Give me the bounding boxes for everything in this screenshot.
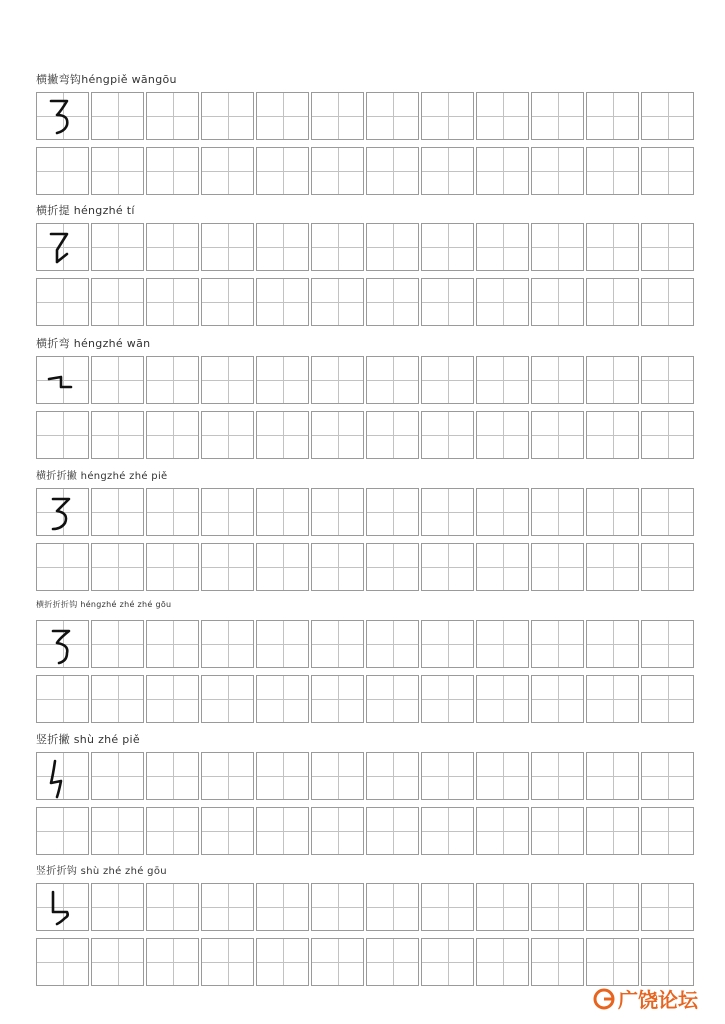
practice-cell[interactable] — [476, 356, 529, 404]
practice-cell[interactable] — [201, 92, 254, 140]
practice-cell[interactable] — [146, 488, 199, 536]
svg-text:广饶论坛: 广饶论坛 — [618, 988, 698, 1012]
practice-cell[interactable] — [256, 752, 309, 800]
stroke-label: 横折折折钩 héngzhé zhé zhé gōu — [36, 600, 172, 609]
practice-cell[interactable] — [366, 883, 419, 931]
practice-cell[interactable] — [256, 675, 309, 723]
practice-cell[interactable] — [311, 147, 364, 195]
practice-cell[interactable] — [201, 223, 254, 271]
practice-cell[interactable] — [531, 543, 584, 591]
practice-cell[interactable] — [91, 278, 144, 326]
practice-cell[interactable] — [311, 92, 364, 140]
practice-cell[interactable] — [36, 278, 89, 326]
practice-cell[interactable] — [641, 278, 694, 326]
practice-cell[interactable] — [366, 675, 419, 723]
practice-cell[interactable] — [91, 620, 144, 668]
practice-cell[interactable] — [311, 356, 364, 404]
practice-cell[interactable] — [641, 356, 694, 404]
practice-cell[interactable] — [36, 488, 89, 536]
practice-cell[interactable] — [366, 411, 419, 459]
practice-cell[interactable] — [586, 675, 639, 723]
practice-cell[interactable] — [311, 223, 364, 271]
practice-cell[interactable] — [146, 147, 199, 195]
practice-cell[interactable] — [201, 675, 254, 723]
practice-cell[interactable] — [91, 752, 144, 800]
practice-cell[interactable] — [586, 543, 639, 591]
practice-cell[interactable] — [476, 223, 529, 271]
practice-cell[interactable] — [146, 411, 199, 459]
stroke-example-glyph — [37, 884, 90, 932]
practice-cell[interactable] — [476, 543, 529, 591]
practice-cell[interactable] — [421, 278, 474, 326]
practice-cell[interactable] — [476, 147, 529, 195]
stroke-example-glyph — [37, 753, 90, 801]
stroke-example-glyph — [37, 489, 90, 537]
practice-cell[interactable] — [421, 883, 474, 931]
practice-cell[interactable] — [586, 883, 639, 931]
practice-cell[interactable] — [256, 807, 309, 855]
practice-cell[interactable] — [421, 223, 474, 271]
practice-cell[interactable] — [586, 488, 639, 536]
practice-cell[interactable] — [256, 147, 309, 195]
practice-cell[interactable] — [36, 675, 89, 723]
practice-row — [36, 411, 694, 461]
practice-cell[interactable] — [36, 807, 89, 855]
practice-cell[interactable] — [201, 543, 254, 591]
practice-cell[interactable] — [476, 807, 529, 855]
practice-cell[interactable] — [146, 883, 199, 931]
practice-cell[interactable] — [421, 938, 474, 986]
practice-cell[interactable] — [91, 675, 144, 723]
stroke-label: 竖折折钩 shù zhé zhé gōu — [36, 866, 167, 877]
practice-cell[interactable] — [586, 278, 639, 326]
practice-cell[interactable] — [146, 543, 199, 591]
practice-cell[interactable] — [256, 411, 309, 459]
site-logo — [592, 984, 720, 1014]
practice-row — [36, 223, 694, 273]
practice-cell[interactable] — [641, 883, 694, 931]
practice-cell[interactable] — [91, 488, 144, 536]
practice-cell[interactable] — [476, 620, 529, 668]
practice-cell[interactable] — [201, 938, 254, 986]
practice-row — [36, 543, 694, 593]
practice-cell[interactable] — [421, 543, 474, 591]
practice-cell[interactable] — [531, 356, 584, 404]
practice-cell[interactable] — [421, 620, 474, 668]
practice-cell[interactable] — [641, 92, 694, 140]
practice-cell[interactable] — [421, 752, 474, 800]
practice-cell[interactable] — [531, 620, 584, 668]
practice-row — [36, 147, 694, 197]
practice-cell[interactable] — [311, 675, 364, 723]
practice-cell[interactable] — [311, 938, 364, 986]
practice-cell[interactable] — [366, 92, 419, 140]
practice-cell[interactable] — [586, 620, 639, 668]
practice-row — [36, 675, 694, 725]
practice-cell[interactable] — [311, 488, 364, 536]
practice-cell[interactable] — [91, 543, 144, 591]
practice-cell[interactable] — [311, 411, 364, 459]
practice-row — [36, 488, 694, 538]
practice-cell[interactable] — [146, 938, 199, 986]
practice-cell[interactable] — [476, 752, 529, 800]
practice-row — [36, 938, 694, 988]
practice-cell[interactable] — [421, 675, 474, 723]
practice-cell[interactable] — [531, 883, 584, 931]
practice-cell[interactable] — [256, 543, 309, 591]
practice-cell[interactable] — [146, 807, 199, 855]
practice-cell[interactable] — [531, 938, 584, 986]
practice-cell[interactable] — [531, 807, 584, 855]
practice-cell[interactable] — [256, 883, 309, 931]
practice-cell[interactable] — [421, 411, 474, 459]
practice-row — [36, 752, 694, 802]
practice-cell[interactable] — [476, 883, 529, 931]
practice-cell[interactable] — [91, 883, 144, 931]
practice-cell[interactable] — [421, 356, 474, 404]
practice-cell[interactable] — [311, 620, 364, 668]
practice-cell[interactable] — [641, 488, 694, 536]
practice-cell[interactable] — [36, 147, 89, 195]
practice-cell[interactable] — [421, 488, 474, 536]
practice-cell[interactable] — [256, 356, 309, 404]
practice-cell[interactable] — [36, 223, 89, 271]
stroke-label: 横撇弯钩héngpiě wāngōu — [36, 73, 177, 86]
practice-cell[interactable] — [641, 223, 694, 271]
practice-cell[interactable] — [311, 807, 364, 855]
practice-cell[interactable] — [531, 752, 584, 800]
practice-cell[interactable] — [641, 675, 694, 723]
practice-cell[interactable] — [91, 223, 144, 271]
practice-cell[interactable] — [91, 938, 144, 986]
practice-cell[interactable] — [201, 356, 254, 404]
practice-cell[interactable] — [531, 223, 584, 271]
practice-cell[interactable] — [146, 278, 199, 326]
practice-cell[interactable] — [641, 807, 694, 855]
practice-cell[interactable] — [586, 356, 639, 404]
practice-cell[interactable] — [146, 356, 199, 404]
practice-cell[interactable] — [421, 92, 474, 140]
practice-cell[interactable] — [531, 411, 584, 459]
practice-row — [36, 356, 694, 406]
practice-cell[interactable] — [91, 411, 144, 459]
practice-cell[interactable] — [201, 278, 254, 326]
practice-cell[interactable] — [586, 92, 639, 140]
practice-cell[interactable] — [201, 620, 254, 668]
practice-cell[interactable] — [476, 488, 529, 536]
practice-cell[interactable] — [586, 411, 639, 459]
practice-cell[interactable] — [531, 488, 584, 536]
practice-cell[interactable] — [201, 752, 254, 800]
practice-cell[interactable] — [36, 92, 89, 140]
practice-cell[interactable] — [256, 278, 309, 326]
practice-cell[interactable] — [531, 278, 584, 326]
practice-cell[interactable] — [586, 147, 639, 195]
practice-cell[interactable] — [201, 488, 254, 536]
practice-cell[interactable] — [311, 752, 364, 800]
practice-cell[interactable] — [366, 356, 419, 404]
stroke-example-glyph — [37, 621, 90, 669]
practice-cell[interactable] — [476, 92, 529, 140]
practice-cell[interactable] — [146, 92, 199, 140]
practice-row — [36, 883, 694, 933]
practice-cell[interactable] — [256, 488, 309, 536]
practice-cell[interactable] — [586, 807, 639, 855]
practice-cell[interactable] — [366, 938, 419, 986]
practice-cell[interactable] — [421, 147, 474, 195]
practice-cell[interactable] — [146, 752, 199, 800]
stroke-label: 竖折撇 shù zhé piě — [36, 733, 140, 746]
practice-cell[interactable] — [201, 147, 254, 195]
practice-cell[interactable] — [586, 938, 639, 986]
practice-cell[interactable] — [366, 223, 419, 271]
practice-cell[interactable] — [36, 752, 89, 800]
practice-cell[interactable] — [366, 488, 419, 536]
practice-row — [36, 620, 694, 670]
practice-cell[interactable] — [421, 807, 474, 855]
stroke-example-glyph — [37, 357, 90, 405]
practice-cell[interactable] — [36, 883, 89, 931]
stroke-label: 横折折撇 héngzhé zhé piě — [36, 471, 168, 482]
practice-cell[interactable] — [146, 223, 199, 271]
practice-cell[interactable] — [201, 883, 254, 931]
practice-cell[interactable] — [36, 938, 89, 986]
stroke-example-glyph — [37, 93, 90, 141]
practice-cell[interactable] — [641, 147, 694, 195]
practice-cell[interactable] — [366, 543, 419, 591]
stroke-example-glyph — [37, 224, 90, 272]
practice-cell[interactable] — [641, 752, 694, 800]
practice-cell[interactable] — [201, 411, 254, 459]
practice-cell[interactable] — [366, 620, 419, 668]
practice-cell[interactable] — [641, 543, 694, 591]
practice-cell[interactable] — [91, 356, 144, 404]
practice-cell[interactable] — [146, 675, 199, 723]
practice-cell[interactable] — [366, 147, 419, 195]
practice-cell[interactable] — [146, 620, 199, 668]
practice-row — [36, 278, 694, 328]
practice-cell[interactable] — [256, 223, 309, 271]
practice-cell[interactable] — [366, 807, 419, 855]
practice-cell[interactable] — [311, 883, 364, 931]
practice-cell[interactable] — [476, 411, 529, 459]
practice-cell[interactable] — [201, 807, 254, 855]
practice-cell[interactable] — [366, 278, 419, 326]
practice-row — [36, 807, 694, 857]
practice-cell[interactable] — [36, 411, 89, 459]
practice-cell[interactable] — [256, 938, 309, 986]
practice-cell[interactable] — [476, 938, 529, 986]
stroke-label: 横折提 héngzhé tí — [36, 204, 135, 217]
practice-cell[interactable] — [531, 92, 584, 140]
practice-cell[interactable] — [91, 807, 144, 855]
practice-cell[interactable] — [256, 92, 309, 140]
practice-cell[interactable] — [531, 675, 584, 723]
practice-row — [36, 92, 694, 142]
practice-cell[interactable] — [91, 92, 144, 140]
practice-cell[interactable] — [476, 278, 529, 326]
practice-cell[interactable] — [256, 620, 309, 668]
practice-cell[interactable] — [586, 223, 639, 271]
practice-cell[interactable] — [91, 147, 144, 195]
practice-cell[interactable] — [641, 411, 694, 459]
practice-cell[interactable] — [476, 675, 529, 723]
practice-cell[interactable] — [311, 543, 364, 591]
practice-cell[interactable] — [641, 938, 694, 986]
practice-cell[interactable] — [366, 752, 419, 800]
practice-cell[interactable] — [36, 620, 89, 668]
practice-cell[interactable] — [586, 752, 639, 800]
practice-cell[interactable] — [531, 147, 584, 195]
practice-cell[interactable] — [641, 620, 694, 668]
practice-cell[interactable] — [36, 356, 89, 404]
stroke-label: 横折弯 héngzhé wān — [36, 337, 151, 350]
practice-cell[interactable] — [36, 543, 89, 591]
practice-cell[interactable] — [311, 278, 364, 326]
